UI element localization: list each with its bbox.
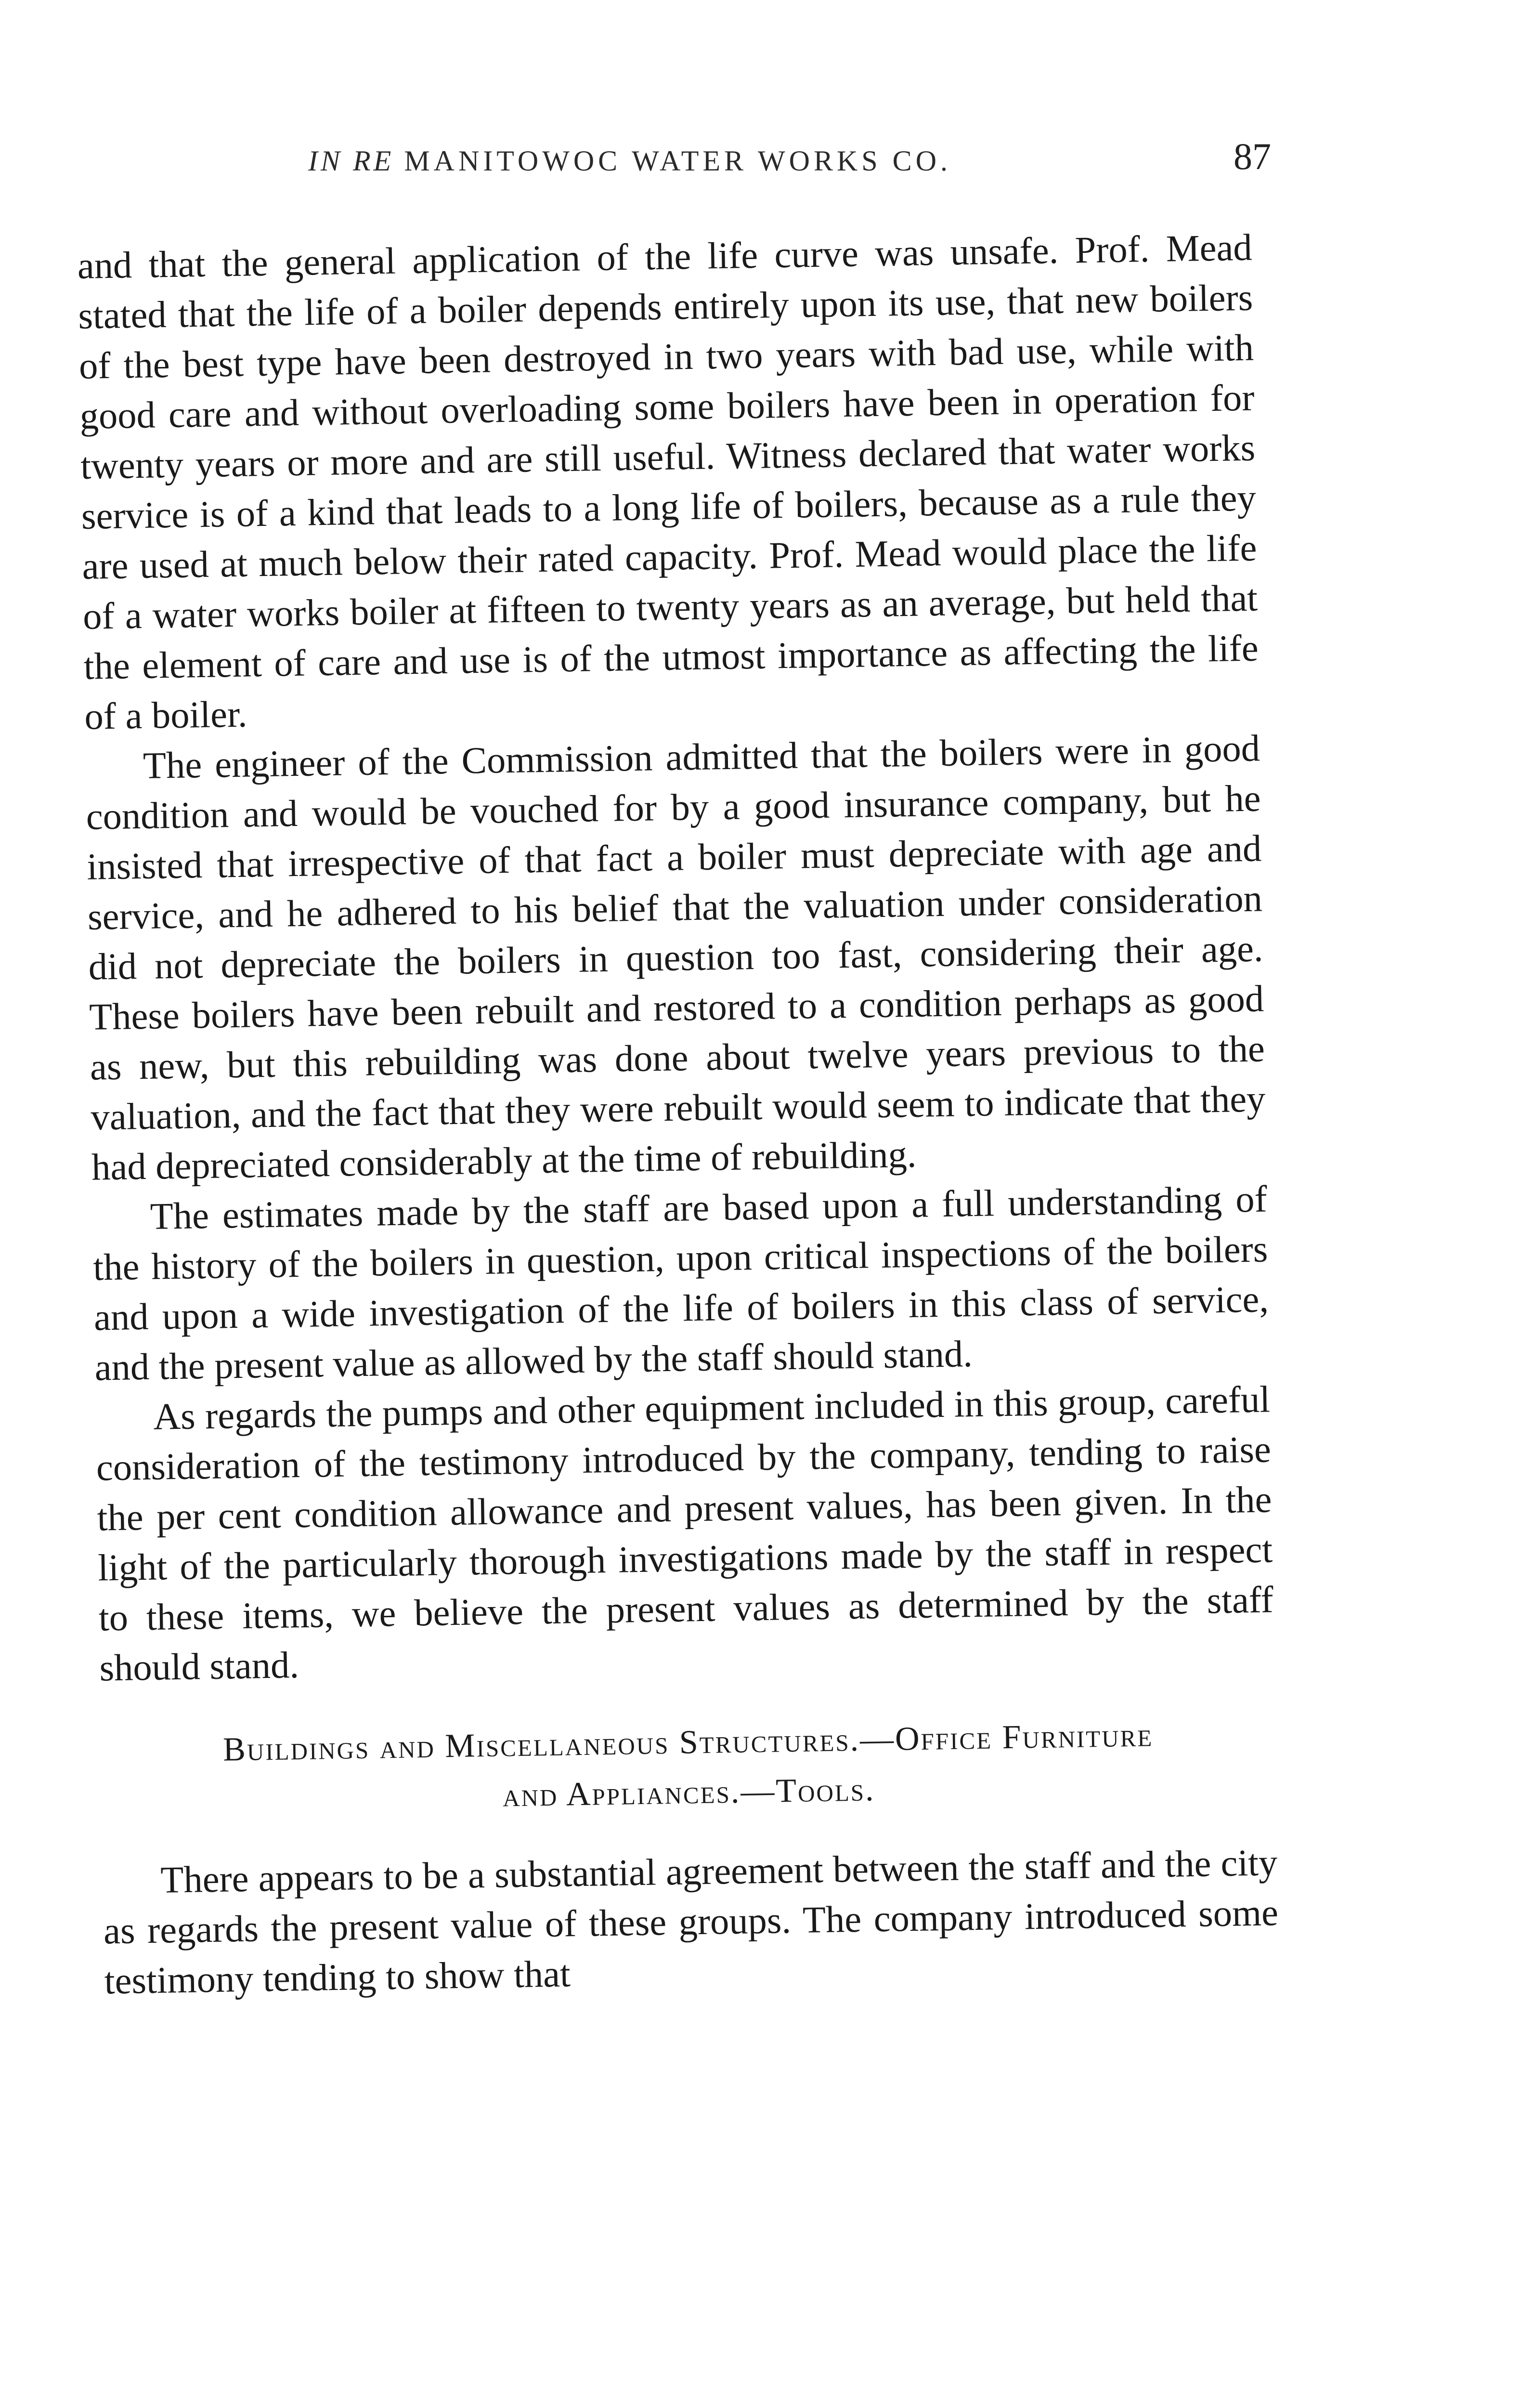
body-text [77, 222, 1279, 2006]
paragraph-3: The estimates made by the staff are based upon a full understanding of the history of the boilers in question, upon critical inspections of the boilers and upon a wide investigation of the life of boilers in this class of service, and the present value as allowed by the staff should stand. [92, 1178, 1269, 1388]
section-heading [100, 1708, 1276, 1827]
paragraph-2: The engineer of the Commission admitted that the boilers were in good condition and would be vouched for by a good insurance company, but he insisted that irrespective of that fact a boiler must depreciate with age and service, and he adhered to his belief that the valuation under consideration did not depreciate the boilers in question too fast, considering their age. These boilers have been rebuilt and restored to a condition perhaps as good as new, but this rebuilding was done about twelve years previous to the valuation, and the fact that they were rebuilt would seem to indicate that they had depreciated considerably at the time of rebuilding. [86, 727, 1266, 1188]
paragraph-4: As regards the pumps and other equipment included in this group, careful consideration of the testimony introduced by the company, tending to raise the per cent condition allowance and present values, has been given. In the light of the particularly thorough investigations made by the staff in respect to these items, we believe the present values as determined by the staff should stand. [96, 1378, 1274, 1689]
running-head-caps: MANITOWOC WATER WORKS CO. [404, 145, 952, 177]
paragraph-5: There appears to be a substantial agreement between the staff and the city as regards the present value of these groups. The company introduced some testimony tending to show that [103, 1841, 1279, 2002]
section-heading-line-2: and Appliances.—Tools. [502, 1771, 876, 1814]
page-header [308, 130, 1271, 188]
running-head-italic: IN RE [308, 145, 394, 177]
running-head [308, 144, 951, 178]
page-number: 87 [1234, 135, 1271, 177]
paragraph-1: and that the general application of the life curve was unsafe. Prof. Mead stated that the life of a boiler depends entirely upon its use, that new boilers of the best type have been destroyed in two years with bad use, while with good care and without overloading some boilers have been in operation for twenty years or more and are still useful. Witness declared that water works service is of a kind that leads to a long life of boilers, because as a rule they are used at much below their rated capacity. Prof. Mead would place the life of a water works boiler at fifteen to twenty years as an average, but held that the element of care and use is of the utmost importance as affecting the life of a boiler. [77, 226, 1259, 737]
section-heading-line-1: Buildings and Miscellaneous Structures.—Office Furniture [222, 1716, 1154, 1768]
